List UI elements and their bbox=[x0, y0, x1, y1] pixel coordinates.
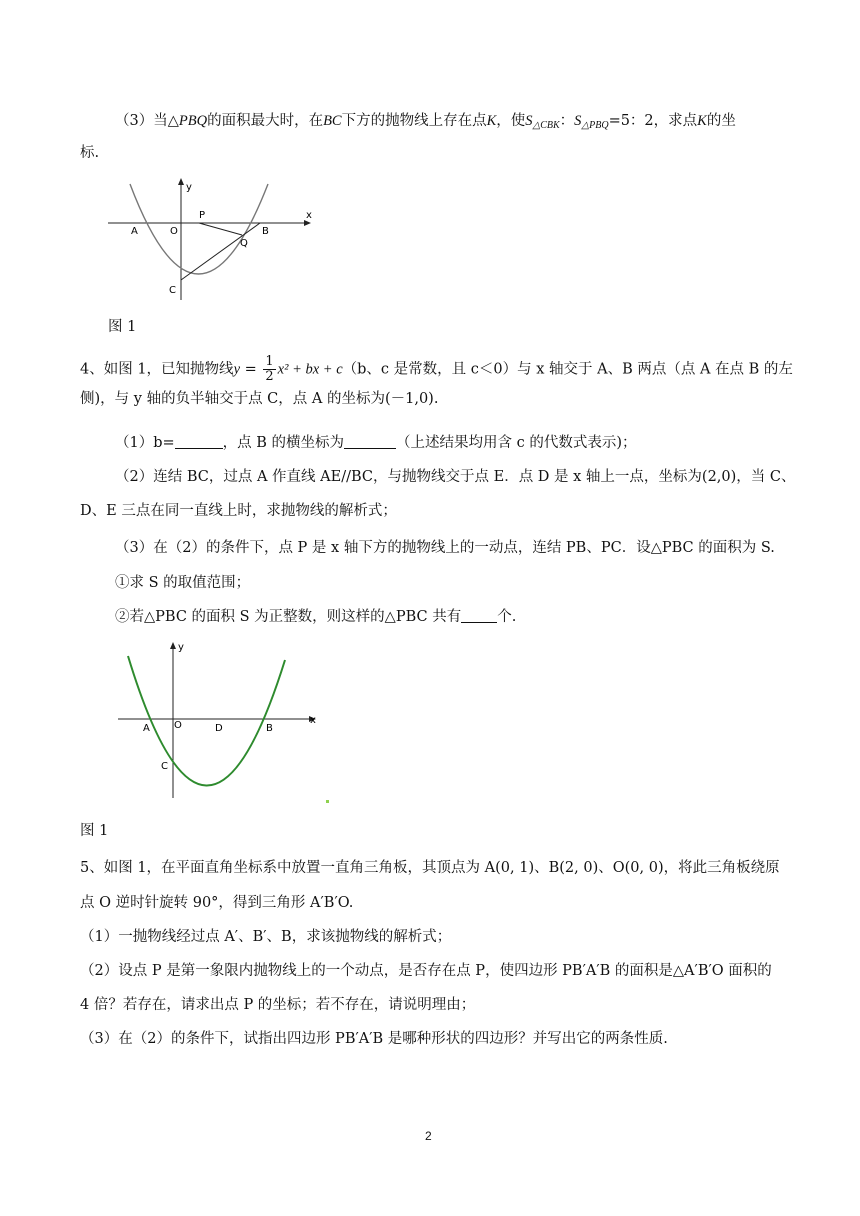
p4-q3-2: ②若△PBC 的面积 S 为正整数，则这样的△PBC 共有 个. bbox=[115, 609, 517, 625]
fig-a-label-Q: Q bbox=[240, 238, 248, 249]
fig-b-label-O: O bbox=[174, 720, 182, 731]
fig-b-label-A: A bbox=[143, 723, 150, 734]
fig-a-x-label: x bbox=[306, 210, 312, 221]
p5-q3: （3）在（2）的条件下，试指出四边形 PB′A′B 是哪种形状的四边形？并写出它的两条性质. bbox=[80, 1031, 668, 1047]
answer-blank-b bbox=[175, 434, 223, 449]
p4-q3-1: ①求 S 的取值范围； bbox=[115, 575, 251, 591]
p5-line1: 5、如图 1，在平面直角坐标系中放置一直角三角板，其顶点为 A(0, 1)、B(2, 0)、O(0, 0)，将此三角板绕原 bbox=[80, 860, 780, 876]
fig-a-label-A: A bbox=[131, 226, 138, 237]
fraction-one-half: $\frac{1}{2}$ bbox=[265, 354, 274, 384]
fig-a-label-O: O bbox=[170, 226, 178, 237]
answer-blank-count bbox=[461, 608, 497, 623]
p5-q2-line1: （2）设点 P 是第一象限内抛物线上的一个动点，是否存在点 P，使四边形 PB′A′B 的面积是△A′B′O 面积的 bbox=[80, 963, 772, 979]
fig-a-y-label: y bbox=[186, 182, 192, 193]
fig-b-caption: 图 1 bbox=[80, 823, 109, 839]
fig-b-label-B: B bbox=[266, 723, 273, 734]
fig-b-x-label: x bbox=[310, 715, 316, 726]
answer-blank-xb bbox=[344, 434, 396, 449]
fig-b-y-label: y bbox=[178, 642, 184, 653]
p3-q3-line2: 标. bbox=[80, 145, 100, 161]
p4-q3: （3）在（2）的条件下，点 P 是 x 轴下方的抛物线上的一动点，连结 PB、PC．设△PBC 的面积为 S. bbox=[115, 540, 775, 556]
fig-a-label-B: B bbox=[262, 226, 269, 237]
p4-q2-line1: （2）连结 BC，过点 A 作直线 AE//BC，与抛物线交于点 E．点 D 是 x 轴上一点，坐标为(2,0)，当 C、 bbox=[115, 469, 796, 485]
p5-line2: 点 O 逆时针旋转 90°，得到三角形 A′B′O. bbox=[80, 895, 354, 911]
p4-q2-line2: D、E 三点在同一直线上时，求抛物线的解析式； bbox=[80, 503, 397, 519]
p4-line2: 侧)，与 y 轴的负半轴交于点 C，点 A 的坐标为(－1,0). bbox=[80, 391, 439, 407]
figure-parabola-green bbox=[118, 638, 333, 808]
fig-b-label-C: C bbox=[161, 761, 168, 772]
page-number: 2 bbox=[425, 1129, 432, 1143]
fig-b-label-D: D bbox=[215, 723, 223, 734]
p4-line1: 4、如图 1，已知抛物线y = $\frac{1}{2}$ x² + bx + c（b、c 是常数，且 c＜0）与 x 轴交于 A、B 两点（点 A 在点 B 的左 bbox=[80, 354, 793, 384]
p5-q1: （1）一抛物线经过点 A′、B′、B，求该抛物线的解析式； bbox=[80, 929, 452, 945]
fig-a-label-P: P bbox=[199, 210, 206, 221]
p4-q1: （1）b= ，点 B 的横坐标为 （上述结果均用含 c 的代数式表示)； bbox=[115, 435, 637, 451]
fig-a-caption: 图 1 bbox=[108, 319, 137, 335]
figure-parabola-pbq bbox=[108, 172, 323, 302]
p3-q3-line1: （3）当△PBQ的面积最大时，在BC下方的抛物线上存在点K，使$S_{\triangle CBK}$：$S_{\triangle PBQ}=5$：2，求点K的坐 bbox=[115, 113, 736, 131]
fig-a-label-C: C bbox=[169, 285, 176, 296]
p5-q2-line2: 4 倍？若存在，请求出点 P 的坐标；若不存在，请说明理由； bbox=[80, 997, 476, 1013]
